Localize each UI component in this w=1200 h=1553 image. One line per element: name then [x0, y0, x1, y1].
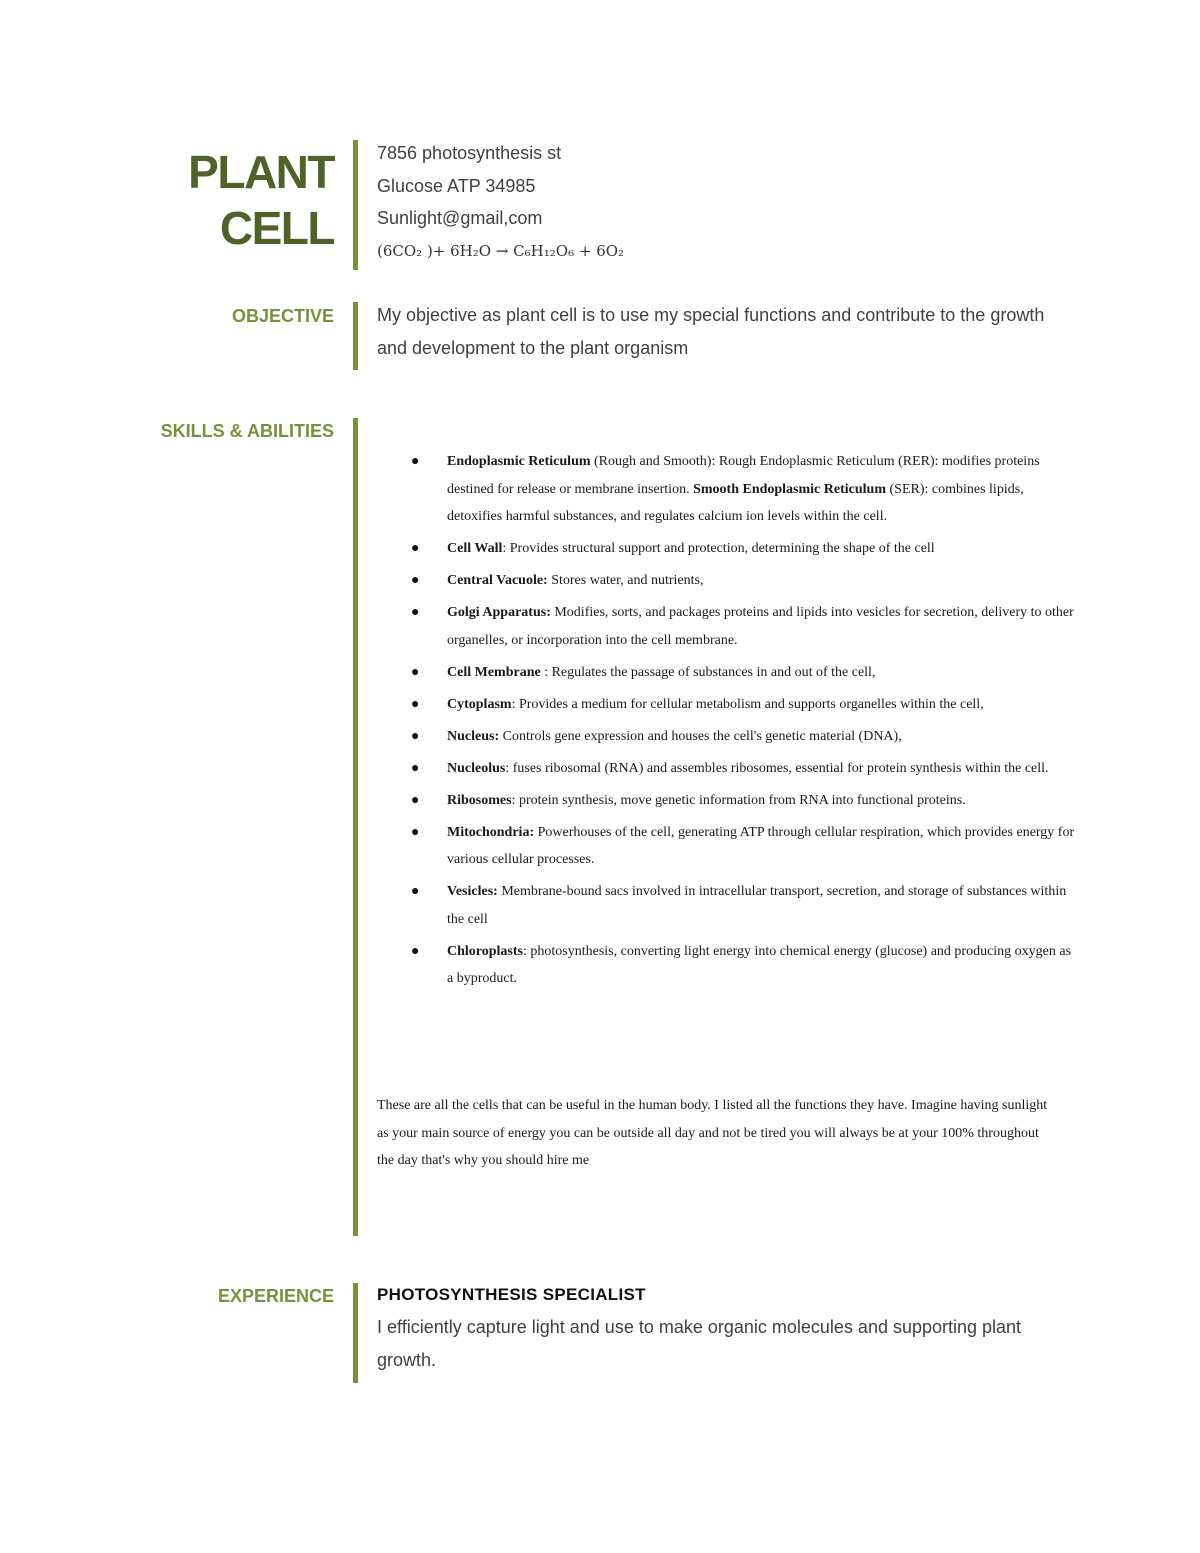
formula-line: (6CO₂ )+ 6H₂O → C₆H₁₂O₆ + 6O₂ [377, 241, 625, 260]
bullet-icon: ● [411, 664, 420, 680]
bullet-icon: ● [411, 573, 420, 588]
bullet-icon: ● [411, 541, 420, 556]
skill-item [377, 691, 1077, 719]
skill-desc: : photosynthesis, converting light energy into chemical energy (glucose) and producing oxygen as a byproduct. [447, 943, 1072, 986]
skill-desc: Stores water, and nutrients, [547, 573, 704, 588]
skill-desc: : Provides structural support and protection, determining the shape of the cell [502, 541, 935, 556]
skill-desc: Modifies, sorts, and packages proteins and lipids into vesicles for secretion, delivery to other organelles, or incorporation into the cell membrane. [447, 605, 1074, 648]
objective-text: My objective as plant cell is to use my special functions and contribute to the growth and development to the plant organism [377, 305, 1045, 358]
skill-desc: : Regulates the passage of substances in and out of the cell, [540, 664, 876, 680]
skill-item [377, 819, 1077, 874]
skill-term: Vesicles: [447, 884, 498, 899]
skill-term: Cytoplasm [447, 696, 512, 712]
skill-term: Golgi Apparatus: [447, 605, 551, 620]
skill-desc: : fuses ribosomal (RNA) and assembles ribosomes, essential for protein synthesis within the cell. [505, 760, 1049, 776]
bullet-icon: ● [411, 943, 420, 959]
bullet-icon: ● [411, 696, 420, 712]
experience-divider [353, 1283, 358, 1383]
skill-term: Chloroplasts [447, 943, 523, 959]
name-line-2: CELL [219, 202, 334, 254]
job-title: PHOTOSYNTHESIS SPECIALIST [377, 1285, 646, 1304]
skill-item [377, 938, 1077, 993]
bullet-icon: ● [411, 454, 420, 469]
email-line: Sunlight@gmail,com [377, 208, 543, 228]
skill-item [377, 535, 1077, 563]
skills-closing-text: These are all the cells that can be useful in the human body. I listed all the functions they have. Imagine having sunlight as your main source of energy you can be outside all day and not be tired you will always be at your 100% throughout the day that's why you should hire me [377, 1098, 1048, 1169]
skill-term: Cell Wall [447, 541, 503, 556]
skill-item [377, 448, 1077, 531]
skill-term: Mitochondria: [447, 824, 535, 840]
skill-item [377, 723, 1077, 751]
skill-desc: Powerhouses of the cell, generating ATP through cellular respiration, which provides energy for various cellular processes. [447, 824, 1075, 867]
bullet-icon: ● [411, 605, 420, 620]
job-description: I efficiently capture light and use to make organic molecules and supporting plant growth. [377, 1317, 1022, 1370]
bullet-icon: ● [411, 760, 420, 776]
skill-term: Ribosomes [447, 792, 512, 808]
skill-desc: : Provides a medium for cellular metabolism and supports organelles within the cell, [511, 696, 984, 712]
skill-item [377, 787, 1077, 815]
bullet-icon: ● [411, 728, 420, 744]
skill-desc: : protein synthesis, move genetic information from RNA into functional proteins. [511, 792, 966, 808]
experience-section [0, 1283, 1200, 1385]
experience-label: EXPERIENCE [217, 1286, 334, 1306]
bullet-icon: ● [411, 824, 420, 840]
skill-term: Cell Membrane [447, 664, 541, 680]
skill-desc: Controls gene expression and houses the cell's genetic material (DNA), [499, 728, 902, 744]
skill-term: Endoplasmic Reticulum [447, 454, 591, 469]
skills-label: SKILLS & ABILITIES [160, 421, 334, 441]
experience-content [377, 1283, 1057, 1377]
skill-term: Nucleus: [447, 728, 500, 744]
skill-item [377, 567, 1077, 595]
skill-item [377, 755, 1077, 783]
skill-item [377, 659, 1077, 687]
bullet-icon: ● [411, 884, 420, 899]
skill-desc: (Rough and Smooth): Rough Endoplasmic Reticulum (RER): modifies proteins destined for release or membrane insertion. [447, 454, 1040, 497]
objective-label: OBJECTIVE [231, 306, 334, 326]
skill-desc: Membrane-bound sacs involved in intracellular transport, secretion, and storage of substances within the cell [447, 884, 1067, 927]
skill-item [377, 599, 1077, 654]
skill-term-secondary: Smooth Endoplasmic Reticulum [693, 481, 886, 497]
city-line: Glucose ATP 34985 [377, 175, 536, 196]
skill-term: Nucleolus [447, 760, 506, 776]
address-line: 7856 photosynthesis st [377, 143, 562, 163]
skill-item [377, 878, 1077, 933]
skill-desc-secondary: (SER): combines lipids, detoxifies harmful substances, and regulates calcium ion levels within the cell. [447, 481, 1024, 524]
skills-divider [353, 418, 358, 1236]
bullet-icon: ● [411, 792, 420, 808]
skills-list [377, 448, 1077, 997]
skill-term: Central Vacuole: [447, 573, 548, 588]
name-line-1: PLANT [188, 146, 334, 198]
